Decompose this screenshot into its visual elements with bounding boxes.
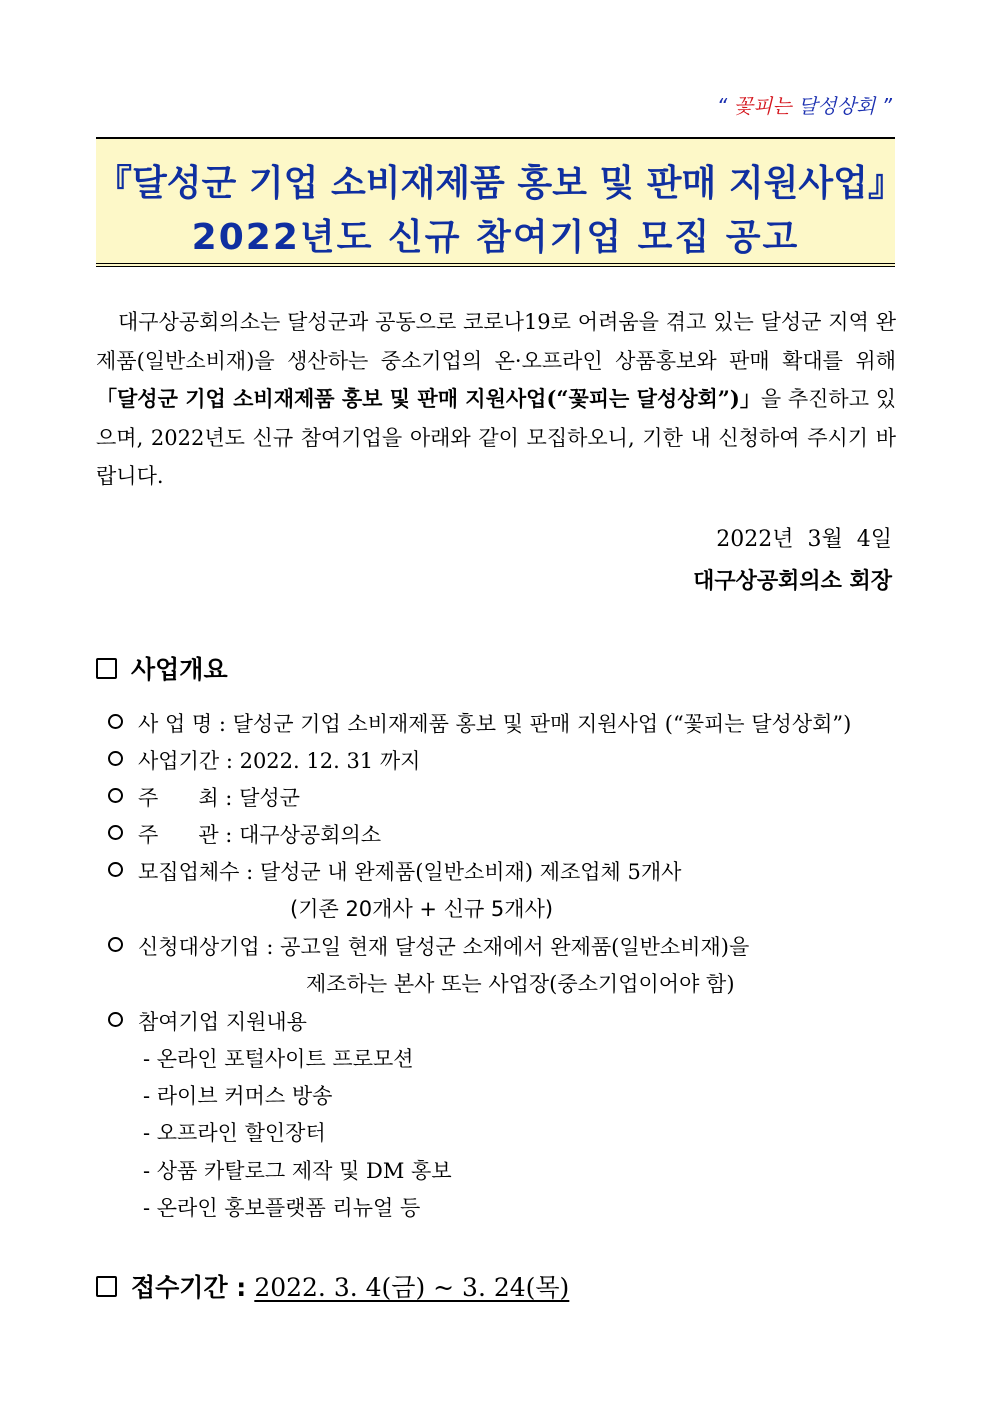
circle-bullet-icon xyxy=(108,862,123,877)
title-line-2: 2022년도 신규 참여기업 모집 공고 xyxy=(191,217,800,258)
item-label: 모집업체수 : xyxy=(138,860,260,884)
circle-bullet-icon xyxy=(108,788,123,803)
support-list-item: - 온라인 홍보플랫폼 리뉴얼 등 xyxy=(143,1196,421,1220)
application-period-dates: 2022. 3. 4(금) ~ 3. 24(목) xyxy=(254,1273,570,1302)
item-label: 참여기업 지원내용 xyxy=(138,1010,307,1034)
title-line-1: 『달성군 기업 소비재제품 홍보 및 판매 지원사업』 xyxy=(96,163,904,204)
item-value: 2022. 12. 31 까지 xyxy=(239,749,421,773)
item-value: 대구상공회의소 xyxy=(239,823,382,847)
item-label: 주 최 : xyxy=(138,786,240,810)
intro-text-2: 을 추진하고 있으며, 2022년도 신규 참여기업을 아래와 같이 모집하오니, 기한 내 신청하여 주시기 바랍니다. xyxy=(96,387,896,488)
organization-signature: 대구상공회의소 회장 xyxy=(693,568,892,594)
slogan-quote-open: “ xyxy=(716,94,728,118)
item-value: 달성군 xyxy=(239,786,300,810)
application-period-title: 접수기간 : xyxy=(131,1273,247,1302)
item-label: 사업기간 : xyxy=(138,749,240,773)
item-value: 달성군 기업 소비재제품 홍보 및 판매 지원사업 (“꽃피는 달성상회”) xyxy=(232,712,852,736)
circle-bullet-icon xyxy=(108,825,123,840)
item-label: 주 관 : xyxy=(138,823,240,847)
support-list-item: - 온라인 포털사이트 프로모션 xyxy=(143,1047,414,1071)
section-overview-heading xyxy=(96,650,228,686)
circle-bullet-icon xyxy=(108,714,123,729)
overview-item-organizer xyxy=(108,819,381,849)
announcement-date: 2022년 3월 4일 xyxy=(716,527,892,552)
overview-item-host xyxy=(108,782,300,812)
slogan-red-text: 꽃피는 xyxy=(733,94,792,118)
section-application-period xyxy=(96,1268,569,1304)
item-label: 신청대상기업 : xyxy=(138,935,281,959)
title-box xyxy=(96,137,904,267)
slogan xyxy=(717,90,892,119)
recruit-count-continuation: (기존 20개사 + 신규 5개사) xyxy=(290,897,554,921)
circle-bullet-icon xyxy=(108,937,123,952)
slogan-blue-text: 달성상회 xyxy=(797,94,876,118)
section-overview-title: 사업개요 xyxy=(131,655,228,684)
target-continuation: 제조하는 본사 또는 사업장(중소기업이어야 함) xyxy=(306,972,735,996)
slogan-quote-close: ” xyxy=(881,94,892,118)
circle-bullet-icon xyxy=(108,751,123,766)
support-list-item: - 오프라인 할인장터 xyxy=(143,1121,326,1145)
checkbox-square-icon xyxy=(96,658,117,679)
checkbox-square-icon xyxy=(96,1276,117,1297)
intro-bold-project: 「달성군 기업 소비재제품 홍보 및 판매 지원사업(“꽃피는 달성상회”)」 xyxy=(96,386,761,411)
overview-item-recruit-count xyxy=(108,856,681,886)
item-label: 사 업 명 : xyxy=(138,712,233,736)
item-value: 공고일 현재 달성군 소재에서 완제품(일반소비재)을 xyxy=(280,935,750,959)
circle-bullet-icon xyxy=(108,1012,123,1027)
overview-item-project-name xyxy=(108,708,851,738)
overview-item-support xyxy=(108,1006,307,1036)
support-list-item: - 라이브 커머스 방송 xyxy=(143,1084,333,1108)
intro-text-1: 대구상공회의소는 달성군과 공동으로 코로나19로 어려움을 겪고 있는 달성군 지역 완제품(일반소비재)을 생산하는 중소기업의 온·오프라인 상품홍보와 판매 확대를 위해 xyxy=(96,310,896,373)
overview-item-period xyxy=(108,745,420,775)
item-value: 달성군 내 완제품(일반소비재) 제조업체 5개사 xyxy=(259,860,682,884)
support-list-item: - 상품 카탈로그 제작 및 DM 홍보 xyxy=(143,1159,452,1183)
intro-paragraph xyxy=(96,303,896,496)
overview-item-target xyxy=(108,931,749,961)
